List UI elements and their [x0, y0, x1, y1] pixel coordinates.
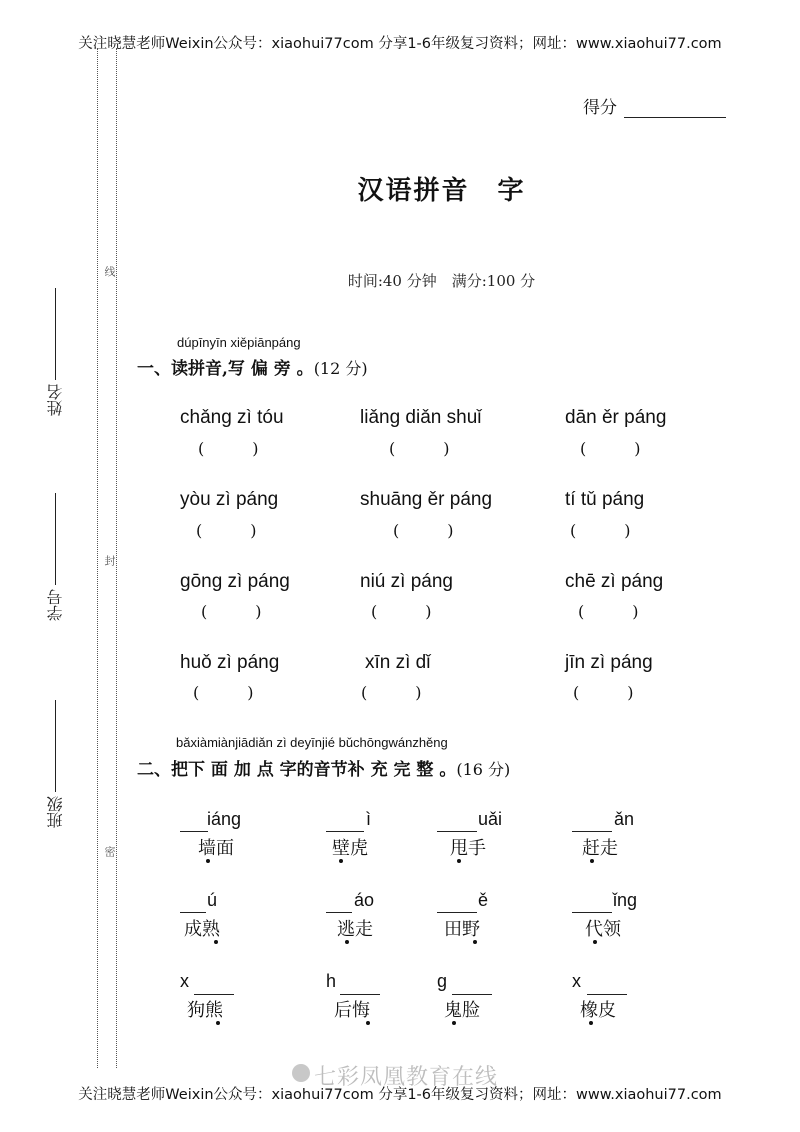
q2-given: x — [572, 971, 581, 991]
q2-emphasis-dot — [473, 940, 477, 944]
q2-word: 代领 — [585, 919, 621, 940]
q2-emphasis-dot — [216, 1021, 220, 1025]
q1-pinyin: liǎng diǎn shuǐ — [360, 407, 482, 428]
q1-heading — [137, 354, 368, 379]
q2-initial-blank[interactable] — [572, 831, 612, 832]
q2-emphasis-dot — [589, 1021, 593, 1025]
q1-answer-blank[interactable]: ( ) — [570, 521, 631, 540]
q2-emphasis-dot — [339, 859, 343, 863]
q2-given: x — [180, 971, 189, 991]
q2-given: ú — [207, 890, 218, 910]
q2-initial-blank[interactable] — [180, 912, 206, 913]
score-blank[interactable] — [624, 117, 726, 118]
name-field[interactable] — [44, 288, 67, 416]
q1-answer-blank[interactable]: ( ) — [371, 602, 432, 621]
class-field[interactable] — [44, 700, 67, 828]
watermark-logo-icon — [292, 1064, 310, 1082]
name-label: 姓名 — [46, 384, 65, 416]
seal-char-mi: 密 — [103, 846, 116, 857]
q2-given: ǐng — [613, 890, 638, 910]
q1-answer-blank[interactable]: ( ) — [578, 602, 639, 621]
q2-emphasis-dot — [214, 940, 218, 944]
q2-word: 墙面 — [198, 838, 234, 859]
q2-heading-text: 二、把下 面 加 点 字的音节补 充 完 整 。 — [137, 760, 457, 780]
q2-emphasis-dot — [593, 940, 597, 944]
q1-pinyin: dān ěr páng — [565, 407, 667, 428]
student-id-blank — [55, 493, 56, 585]
q1-answer-blank[interactable]: ( ) — [389, 439, 450, 458]
q1-pinyin: tí tǔ páng — [565, 489, 645, 510]
q2-final-blank[interactable] — [452, 994, 492, 995]
footer-banner: 关注晓慧老师Weixin公众号：xiaohui77com 分享1-6年级复习资料；网址：www.xiaohui77.com — [78, 1087, 722, 1103]
q1-answer-blank[interactable]: ( ) — [393, 521, 454, 540]
q2-word: 田野 — [444, 919, 480, 940]
q2-pinyin-ruby: bǎxiàmiànjiādiǎn zì deyīnjié bǔchōngwánzhěng — [176, 735, 448, 750]
student-id-label: 学号 — [46, 589, 65, 621]
q2-word: 甩手 — [450, 838, 486, 859]
name-blank — [55, 288, 56, 380]
page-title: 汉语拼音 字 — [357, 176, 526, 206]
q1-pinyin: niú zì páng — [360, 571, 453, 592]
q2-word: 后悔 — [334, 1000, 370, 1021]
q1-pinyin: xīn zì dǐ — [365, 652, 431, 673]
q1-pinyin: yòu zì páng — [180, 489, 279, 510]
q2-emphasis-dot — [206, 859, 210, 863]
q1-pinyin: gōng zì páng — [180, 571, 290, 592]
q2-emphasis-dot — [590, 859, 594, 863]
q2-heading — [137, 755, 510, 780]
q2-given: ǎn — [614, 809, 635, 829]
class-blank — [55, 700, 56, 792]
q1-answer-blank[interactable]: ( ) — [198, 439, 259, 458]
q2-given: g — [437, 971, 448, 991]
q2-emphasis-dot — [457, 859, 461, 863]
student-id-field[interactable] — [44, 493, 67, 621]
q2-final-blank[interactable] — [587, 994, 627, 995]
q2-final-blank[interactable] — [194, 994, 234, 995]
q2-given: h — [326, 971, 337, 991]
q1-pinyin: chǎng zì tóu — [180, 407, 284, 428]
q2-given: áo — [354, 890, 375, 910]
seal-char-feng: 封 — [103, 555, 116, 566]
score-label: 得分 — [583, 98, 617, 118]
q2-initial-blank[interactable] — [326, 912, 352, 913]
q1-pinyin: huǒ zì páng — [180, 652, 280, 673]
q1-answer-blank[interactable]: ( ) — [361, 683, 422, 702]
q2-word: 狗熊 — [187, 1000, 223, 1021]
q2-initial-blank[interactable] — [180, 831, 208, 832]
q2-word: 橡皮 — [580, 1000, 616, 1021]
q1-answer-blank[interactable]: ( ) — [580, 439, 641, 458]
q1-heading-text: 一、读拼音,写 偏 旁 。 — [137, 359, 314, 379]
q2-emphasis-dot — [345, 940, 349, 944]
q1-answer-blank[interactable]: ( ) — [193, 683, 254, 702]
q2-emphasis-dot — [452, 1021, 456, 1025]
q2-initial-blank[interactable] — [437, 831, 477, 832]
q2-initial-blank[interactable] — [326, 831, 364, 832]
seal-char-xian: 线 — [103, 266, 116, 277]
q2-initial-blank[interactable] — [572, 912, 612, 913]
q2-word: 壁虎 — [332, 838, 368, 859]
class-label: 班级 — [46, 796, 65, 828]
q2-given: uǎi — [478, 809, 503, 829]
q2-emphasis-dot — [366, 1021, 370, 1025]
q2-initial-blank[interactable] — [437, 912, 477, 913]
q2-given: ì — [366, 809, 372, 829]
q2-given: iáng — [207, 809, 242, 829]
q1-points: (12 分) — [313, 359, 368, 378]
q2-word: 鬼脸 — [444, 1000, 480, 1021]
q1-answer-blank[interactable]: ( ) — [201, 602, 262, 621]
q1-answer-blank[interactable]: ( ) — [196, 521, 257, 540]
q2-word: 赶走 — [582, 838, 618, 859]
q2-final-blank[interactable] — [340, 994, 380, 995]
q2-word: 成熟 — [184, 919, 220, 940]
q1-pinyin: jīn zì páng — [565, 652, 653, 673]
time-info: 时间:40 分钟 满分:100 分 — [347, 272, 536, 290]
watermark-text: 七彩凤凰教育在线 — [314, 1065, 499, 1090]
q2-word: 逃走 — [337, 919, 373, 940]
q2-points: (16 分) — [456, 760, 511, 779]
q1-pinyin: chē zì páng — [565, 571, 664, 592]
q1-pinyin-ruby: dúpīnyīn xiěpiānpáng — [177, 335, 301, 350]
header-banner: 关注晓慧老师Weixin公众号：xiaohui77com 分享1-6年级复习资料；网址：www.xiaohui77.com — [78, 36, 722, 52]
q1-pinyin: shuāng ěr páng — [360, 489, 493, 510]
q1-answer-blank[interactable]: ( ) — [573, 683, 634, 702]
q2-given: ě — [478, 890, 489, 910]
